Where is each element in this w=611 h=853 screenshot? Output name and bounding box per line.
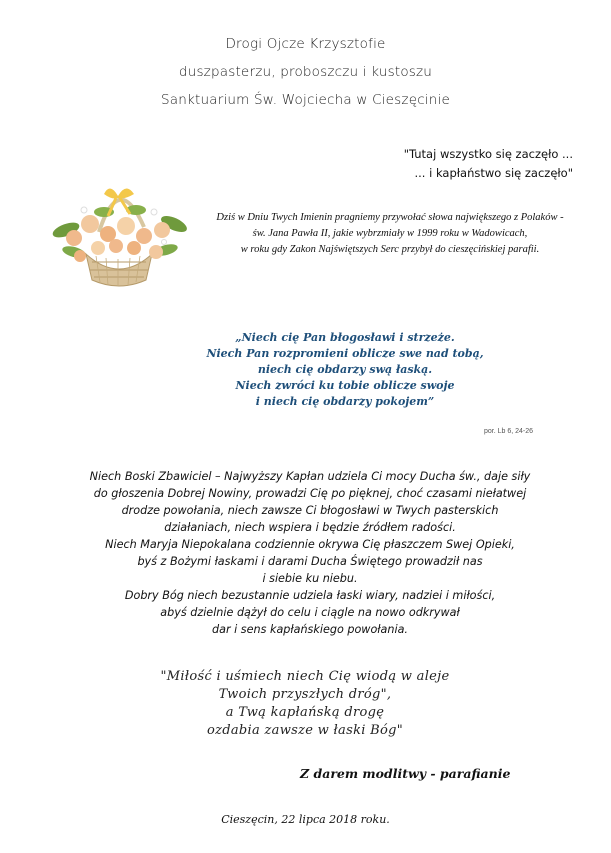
wishes-line: Niech Maryja Niepokalana codziennie okrywa Cię płaszczem Swej Opieki, [105, 538, 515, 551]
intro-line: Dziś w Dniu Twych Imienin pragniemy przywołać słowa największego z Polaków - [216, 212, 564, 223]
top-quote [404, 145, 573, 183]
closing-verse [60, 668, 550, 740]
blessing-quote [200, 330, 490, 410]
blessing-line: niech cię obdarzy swą łaską. [257, 363, 433, 376]
verse-line: ozdabia zawsze w łaski Bóg" [206, 723, 404, 738]
flower-basket-icon [44, 172, 194, 294]
date-line: Cieszęcin, 22 lipca 2018 roku. [221, 813, 390, 826]
blessing-line: Niech zwróci ku tobie oblicze swoje [235, 379, 455, 392]
intro-line: św. Jana Pawła II, jakie wybrzmiały w 1999 roku w Wadowicach, [252, 228, 528, 239]
blessing-line: Niech Pan rozpromieni oblicze swe nad tobą, [206, 347, 484, 360]
signature: Z darem modlitwy - parafianie [300, 766, 511, 781]
wishes-line: Niech Boski Zbawiciel – Najwyższy Kapłan udziela Ci mocy Ducha św., daje siły [89, 470, 531, 483]
header-sanctuary: Sanktuarium Św. Wojciecha w Cieszęcinie [160, 92, 450, 108]
top-quote-line: "Tutaj wszystko się zaczęło ... [403, 147, 573, 161]
intro-paragraph [200, 210, 580, 258]
header-subtitle: duszpasterzu, proboszczu i kustoszu [178, 64, 433, 80]
wishes-line: byś z Bożymi łaskami i darami Ducha Świętego prowadził nas [137, 555, 483, 568]
verse-line: "Miłość i uśmiech niech Cię wiodą w aleje [160, 669, 450, 684]
bible-reference: por. Lb 6, 24-26 [484, 428, 534, 435]
wishes-line: dar i sens kapłańskiego powołania. [212, 623, 408, 636]
verse-line: Twoich przyszłych dróg", [218, 687, 392, 702]
wishes-line: i siebie ku niebu. [262, 572, 358, 585]
wishes-paragraph [60, 468, 560, 638]
wishes-line: abyś dzielnie dążył do celu i ciągle na nowo odkrywał [160, 606, 460, 619]
wishes-line: do głoszenia Dobrej Nowiny, prowadzi Cię po pięknej, choć czasami niełatwej [93, 487, 527, 500]
header-title: Drogi Ojcze Krzysztofie [225, 36, 386, 52]
top-quote-line: ... i kapłaństwo się zaczęło" [414, 166, 573, 180]
wishes-line: Dobry Bóg niech bezustannie udziela łaski wiary, nadziei i miłości, [124, 589, 496, 602]
verse-line: a Twą kapłańską drogę [225, 705, 385, 720]
blessing-line: i niech cię obdarzy pokojem” [255, 395, 435, 408]
wishes-line: drodze powołania, niech zawsze Ci błogosławi w Twych pasterskich [121, 504, 499, 517]
header [0, 30, 611, 114]
wishes-line: działaniach, niech wspiera i będzie źródłem radości. [164, 521, 456, 534]
blessing-line: „Niech cię Pan błogosławi i strzeże. [235, 331, 455, 344]
intro-line: w roku gdy Zakon Najświętszych Serc przybył do cieszęcińskiej parafii. [240, 244, 540, 255]
